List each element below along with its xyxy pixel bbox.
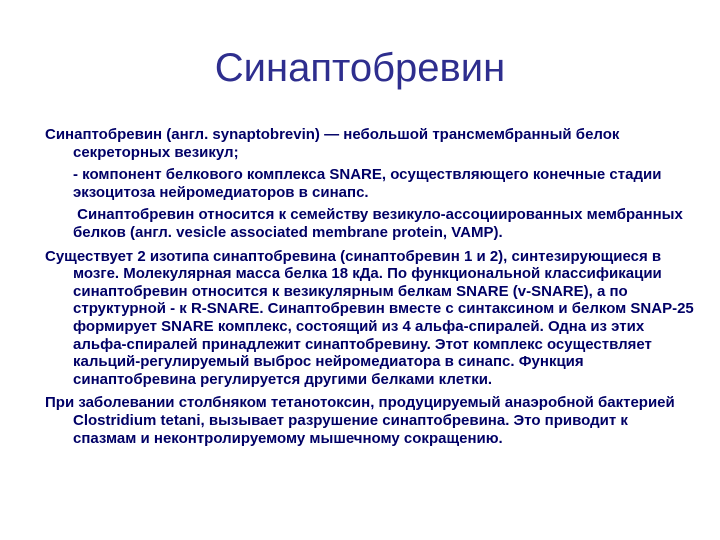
slide-title: Синаптобревин bbox=[214, 46, 506, 90]
paragraph-tetanus: При заболевании столбняком тетанотоксин, продуцируемый анаэробной бактерией Clostridium tetani, вызывает разрушение синаптобревина. Это приводит к спазмам и неконтролируемому мышечному сокращению. bbox=[45, 394, 675, 447]
slide-body bbox=[45, 126, 695, 447]
paragraph-definition: Синаптобревин (англ. synaptobrevin) — небольшой трансмембранный белок секреторных везикул; bbox=[45, 126, 620, 161]
paragraph-snare-component: - компонент белкового комплекса SNARE, осуществляющего конечные стадии экзоцитоза нейромедиаторов в синапс. bbox=[73, 166, 662, 201]
paragraph-isotypes: Существует 2 изотипа синаптобревина (синаптобревин 1 и 2), синтезирующиеся в мозге. Молекулярная масса белка 18 кДа. По функциональной классификации синаптобревин относится к везикулярным белкам SNARE (v-SNARE), а по структурной - к R-SNARE. Синаптобревин вместе с синтаксином и белком SNAP-25 формирует SNARE комплекс, состоящий из 4 альфа-спиралей. Одна из этих альфа-спиралей принадлежит синаптобревину. Этот комплекс осуществляет кальций-регулируемый выброс нейромедиатора в синапс. Функция синаптобревина регулируется другими белками клетки. bbox=[45, 247, 694, 388]
paragraph-vamp-family: Синаптобревин относится к семейству везикуло-ассоциированных мембранных белков (англ. vesicle associated membrane protein, VAMP). bbox=[73, 206, 687, 241]
